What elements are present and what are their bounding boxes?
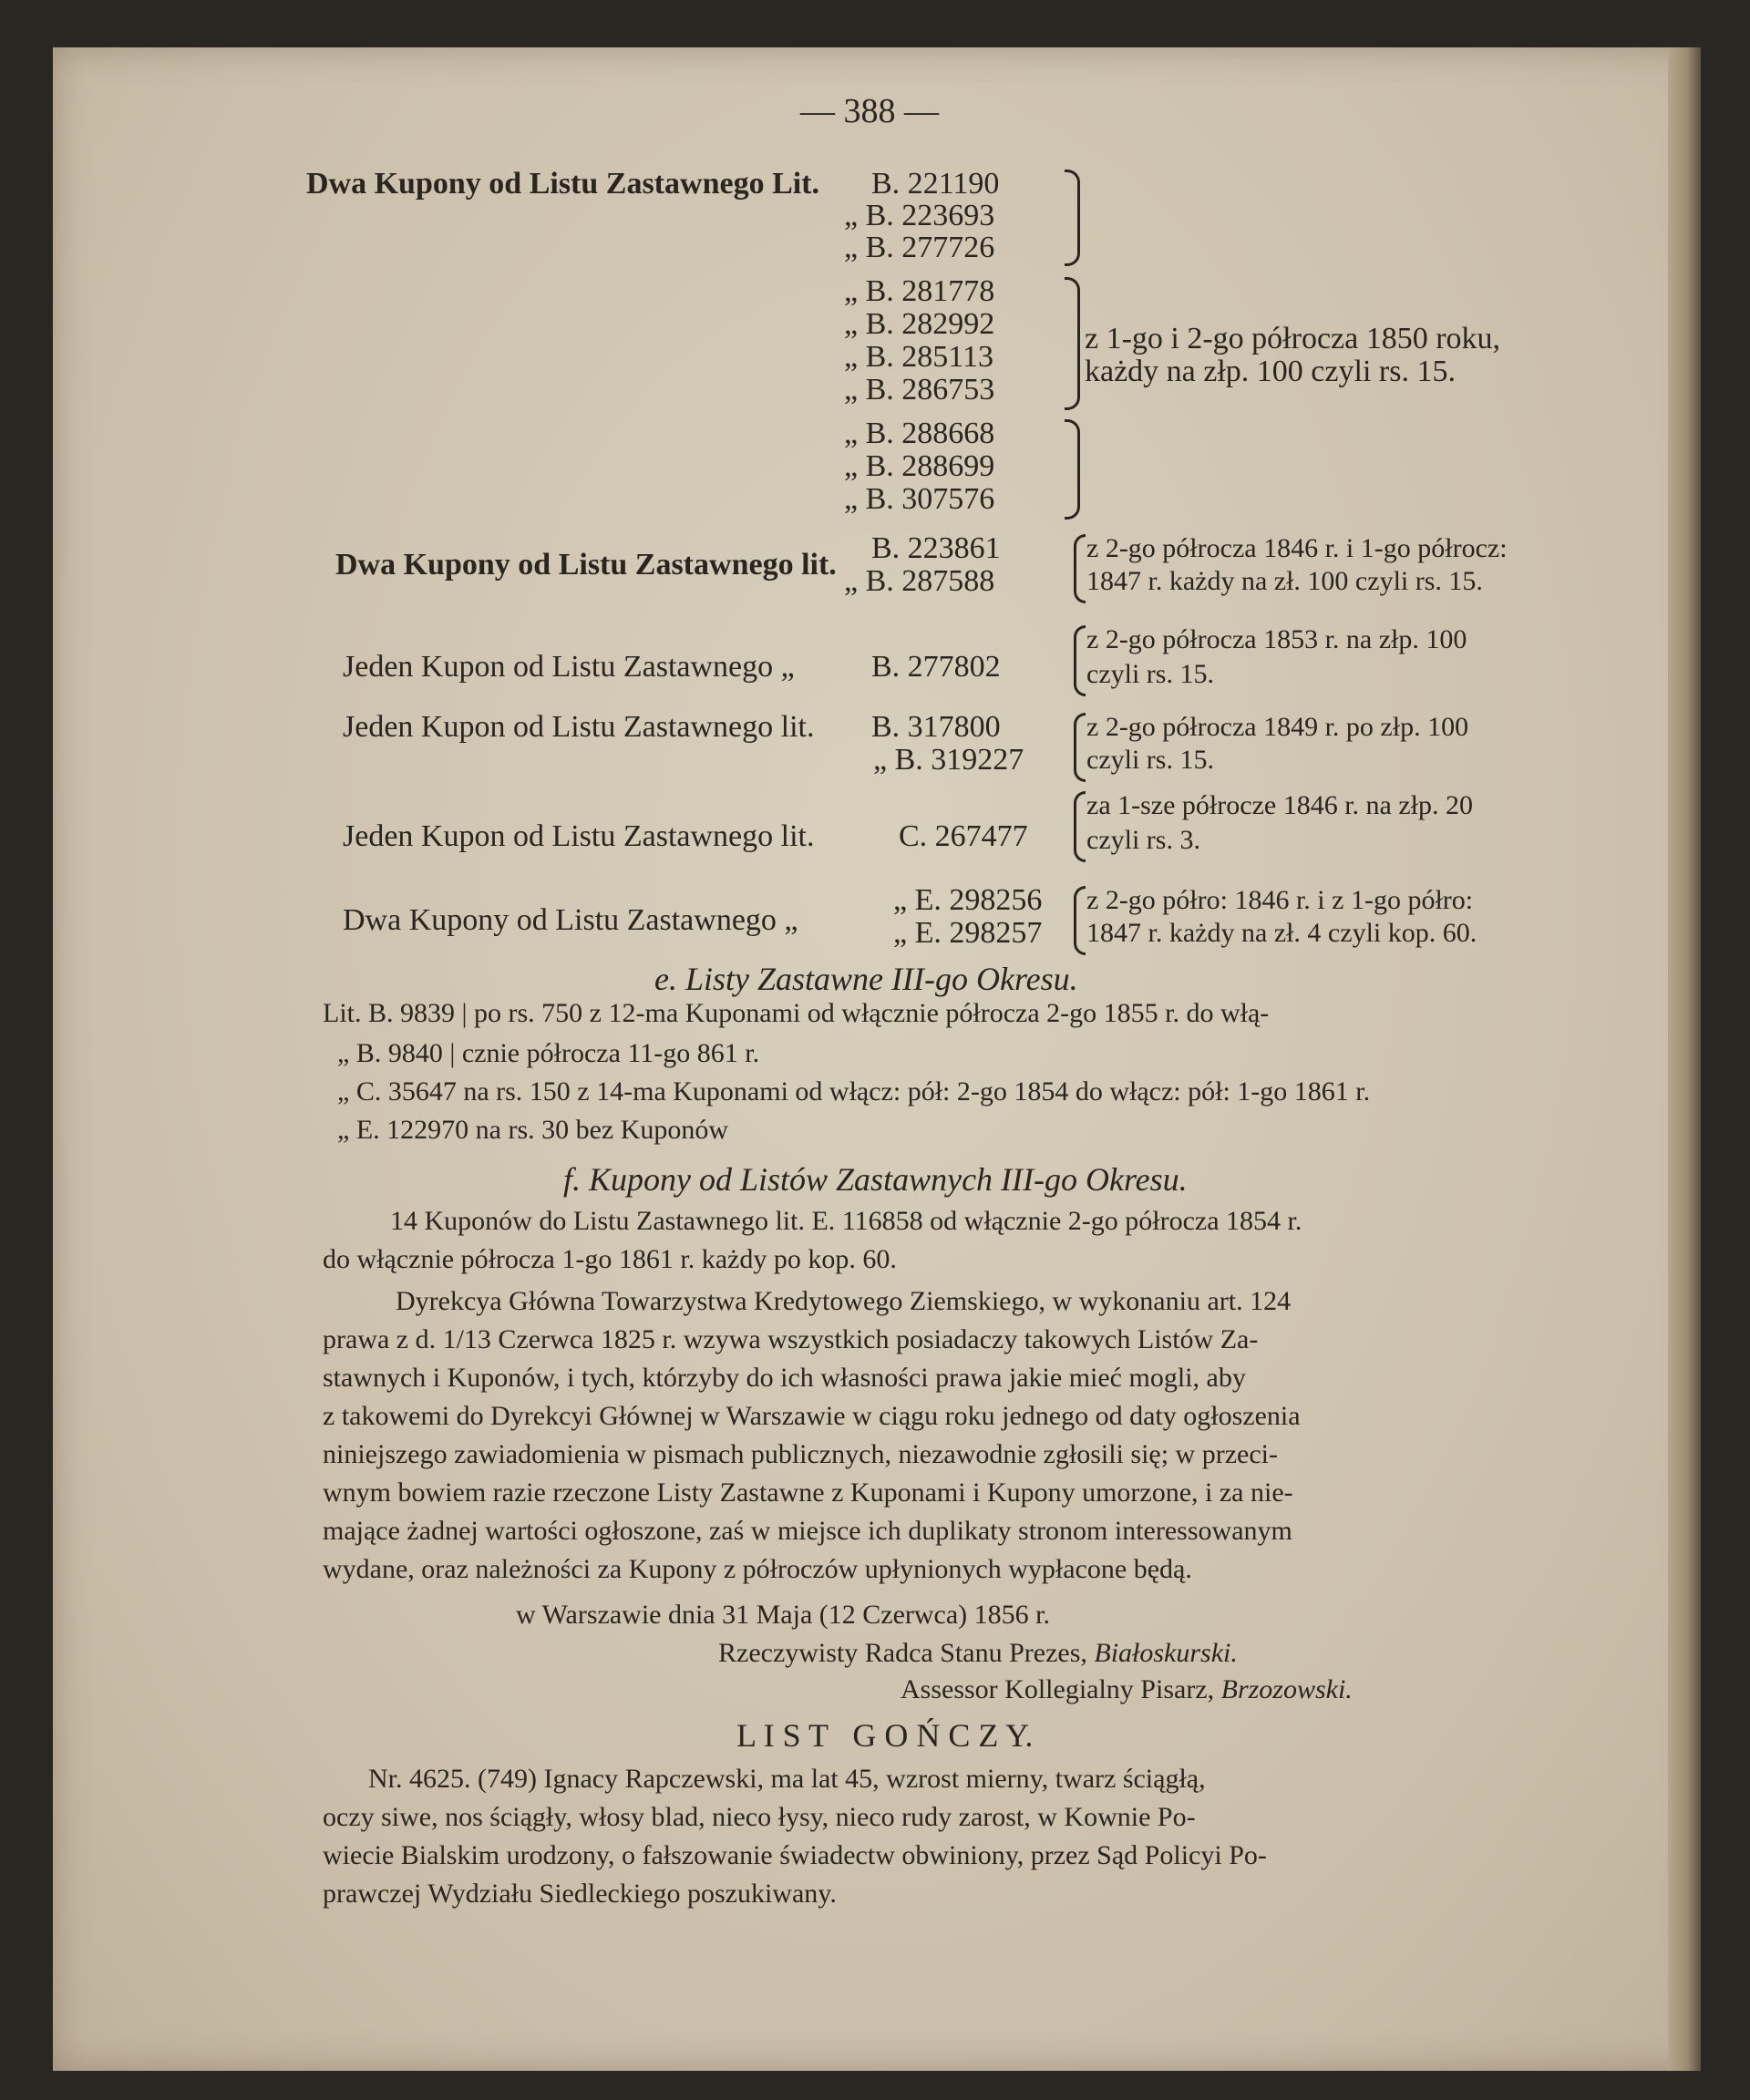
brace xyxy=(1065,277,1080,410)
brace xyxy=(1074,713,1086,782)
block6-item: „ E. 298256 xyxy=(893,883,1043,917)
block4-note: czyli rs. 15. xyxy=(1086,745,1214,775)
list-line: wiecie Bialskim urodzony, o fałszowanie świadectw obwiniony, przez Sąd Policyi Po- xyxy=(323,1840,1267,1870)
section-f-line: 14 Kuponów do Listu Zastawnego lit. E. 116858 od włącznie 2-go półrocza 1854 r. xyxy=(390,1206,1302,1236)
block1-item: „ B. 307576 xyxy=(844,482,995,516)
signature-2-role: Assessor Kollegialny Pisarz, xyxy=(901,1674,1215,1704)
paragraph-line: stawnych i Kuponów, i tych, którzyby do ich własności prawa jakie mieć mogli, aby xyxy=(323,1363,1246,1393)
block2-note: 1847 r. każdy na zł. 100 czyli rs. 15. xyxy=(1086,566,1483,596)
paragraph-line: wnym bowiem razie rzeczone Listy Zastawne z Kuponami i Kupony umorzone, i za nie- xyxy=(323,1477,1293,1508)
block1-label: Dwa Kupony od Listu Zastawnego Lit. xyxy=(306,167,820,201)
brace xyxy=(1074,791,1086,862)
block1-item: „ B. 281778 xyxy=(844,274,995,308)
brace xyxy=(1065,419,1080,520)
block5-item: C. 267477 xyxy=(899,819,1028,853)
brace xyxy=(1074,886,1086,955)
section-e-line: „ C. 35647 na rs. 150 z 14-ma Kuponami od włącz: pół: 2-go 1854 do włącz: pół: 1-go 1861 r. xyxy=(337,1076,1371,1107)
list-title: L I S T G O Ń C Z Y. xyxy=(736,1717,1034,1754)
paragraph-line: z takowemi do Dyrekcyi Głównej w Warszawie w ciągu roku jednego od daty ogłoszenia xyxy=(323,1401,1301,1431)
block4-note: z 2-go półrocza 1849 r. po złp. 100 xyxy=(1086,712,1469,742)
brace xyxy=(1074,534,1086,603)
block1-note: z 1-go i 2-go półrocza 1850 roku, xyxy=(1085,322,1501,355)
block2-item: B. 223861 xyxy=(871,531,1001,565)
block3-note: z 2-go półrocza 1853 r. na złp. 100 xyxy=(1086,624,1467,654)
signature-2-name: Brzozowski. xyxy=(1220,1674,1353,1704)
block6-item: „ E. 298257 xyxy=(893,916,1043,950)
list-line: oczy siwe, nos ściągły, włosy blad, nieco łysy, nieco rudy zarost, w Kownie Po- xyxy=(323,1802,1196,1832)
paragraph-line: Dyrekcya Główna Towarzystwa Kredytowego Ziemskiego, w wykonaniu art. 124 xyxy=(396,1286,1292,1316)
section-e-line: „ B. 9840 | cznie półrocza 11-go 861 r. xyxy=(337,1038,760,1068)
block4-item: B. 317800 xyxy=(871,710,1001,744)
date-line: w Warszawie dnia 31 Maja (12 Czerwca) 1856 r. xyxy=(516,1600,1050,1630)
page-number: — 388 — xyxy=(800,92,939,130)
list-line: prawczej Wydziału Siedleckiego poszukiwany. xyxy=(323,1879,837,1909)
block6-label: Dwa Kupony od Listu Zastawnego „ xyxy=(343,903,798,937)
section-f-line: do włącznie półrocza 1-go 1861 r. każdy po kop. 60. xyxy=(323,1244,897,1274)
block4-item: „ B. 319227 xyxy=(873,743,1024,777)
block6-note: 1847 r. każdy na zł. 4 czyli kop. 60. xyxy=(1086,918,1477,948)
block1-note: każdy na złp. 100 czyli rs. 15. xyxy=(1085,355,1456,388)
block1-item: „ B. 277726 xyxy=(844,231,995,264)
paragraph-line: prawa z d. 1/13 Czerwca 1825 r. wzywa wszystkich posiadaczy takowych Listów Za- xyxy=(323,1324,1259,1354)
signature-1-role: Rzeczywisty Radca Stanu Prezes, xyxy=(718,1638,1087,1668)
block1-item: „ B. 223693 xyxy=(844,199,995,232)
block2-item: „ B. 287588 xyxy=(844,564,995,598)
list-line: Nr. 4625. (749) Ignacy Rapczewski, ma lat 45, wzrost mierny, twarz ściągłą, xyxy=(368,1764,1206,1794)
paragraph-line: mające żadnej wartości ogłoszone, zaś w miejsce ich duplikaty stronom interessowanym xyxy=(323,1516,1292,1546)
block4-label: Jeden Kupon od Listu Zastawnego lit. xyxy=(343,710,815,744)
section-e-line: „ E. 122970 na rs. 30 bez Kuponów xyxy=(337,1115,729,1145)
block5-note: czyli rs. 3. xyxy=(1086,825,1200,855)
brace xyxy=(1074,625,1086,696)
section-e-line: Lit. B. 9839 | po rs. 750 z 12-ma Kuponami od włącznie półrocza 2-go 1855 r. do włą- xyxy=(323,998,1270,1028)
block2-note: z 2-go półrocza 1846 r. i 1-go półrocz: xyxy=(1086,533,1508,563)
brace xyxy=(1065,170,1080,266)
block6-note: z 2-go półro: 1846 r. i z 1-go półro: xyxy=(1086,885,1474,915)
block3-label: Jeden Kupon od Listu Zastawnego „ xyxy=(343,650,795,684)
block5-label: Jeden Kupon od Listu Zastawnego lit. xyxy=(343,819,815,853)
block1-item: „ B. 282992 xyxy=(844,307,995,341)
signature-2 xyxy=(901,1672,1353,1708)
block1-item: „ B. 285113 xyxy=(844,340,994,374)
block1-item: „ B. 288668 xyxy=(844,417,995,450)
section-f-heading: f. Kupony od Listów Zastawnych III-go Okresu. xyxy=(563,1161,1188,1198)
page-edge xyxy=(1668,47,1701,2071)
section-e-heading: e. Listy Zastawne III-go Okresu. xyxy=(654,961,1078,997)
block1-item: „ B. 288699 xyxy=(844,449,995,483)
block5-note: za 1-sze półrocze 1846 r. na złp. 20 xyxy=(1086,790,1473,820)
signature-1 xyxy=(718,1635,1238,1672)
block1-item: B. 221190 xyxy=(871,167,1000,201)
document-page xyxy=(53,47,1701,2071)
block1-item: „ B. 286753 xyxy=(844,373,995,407)
block2-label: Dwa Kupony od Listu Zastawnego lit. xyxy=(335,548,837,582)
block3-note: czyli rs. 15. xyxy=(1086,659,1214,689)
paragraph-line: wydane, oraz należności za Kupony z półroczów upłynionych wypłacone będą. xyxy=(323,1554,1192,1584)
block3-item: B. 277802 xyxy=(871,650,1001,684)
paragraph-line: niniejszego zawiadomienia w pismach publicznych, niezawodnie zgłosili się; w przeci- xyxy=(323,1439,1278,1469)
signature-1-name: Białoskurski. xyxy=(1094,1638,1238,1668)
